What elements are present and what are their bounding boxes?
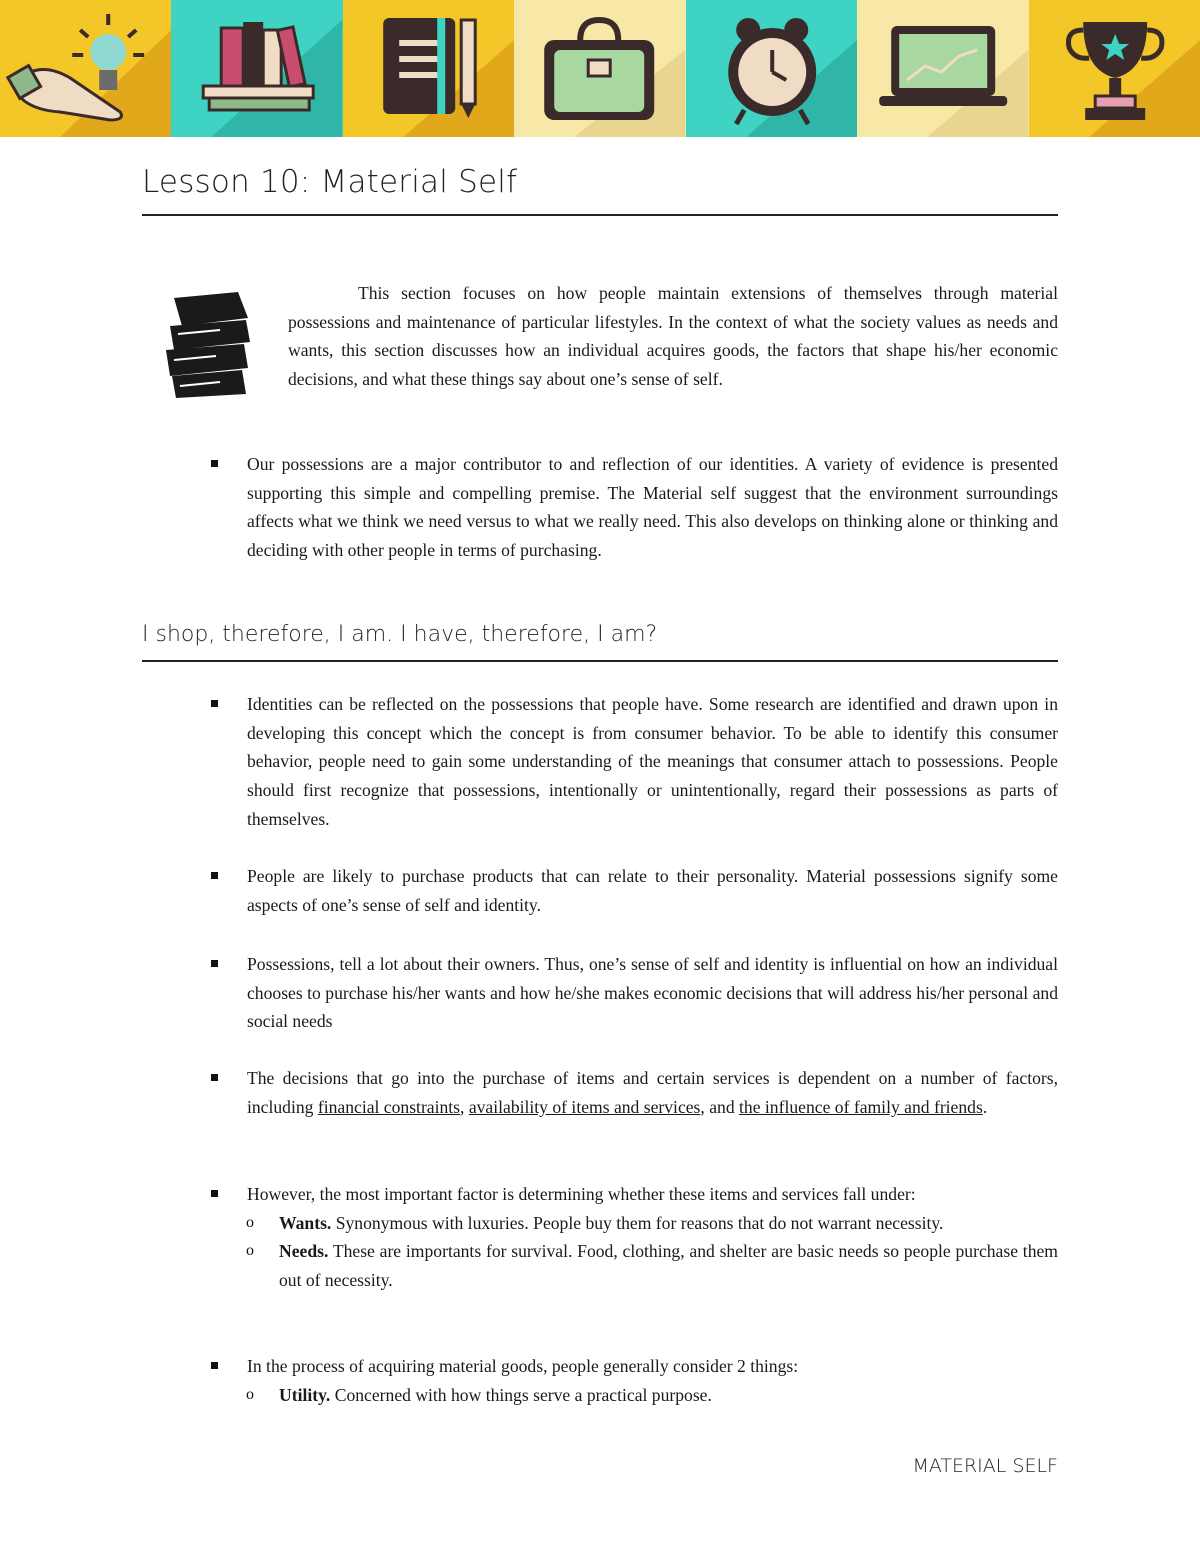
bullet-marker — [211, 1190, 218, 1197]
bullet-text: In the process of acquiring material goods, people generally consider 2 things: — [247, 1356, 799, 1376]
section-heading: I shop, therefore, I am. I have, therefore, I am? — [142, 622, 658, 647]
banner-tile-idea — [0, 0, 171, 137]
banner-tile-laptop — [857, 0, 1028, 137]
sub-list-item-wants — [208, 1209, 1058, 1238]
sub-bullet-text — [279, 1381, 1058, 1410]
bullet-text: Our possessions are a major contributor to and reflection of our identities. A variety of evidence is presented supporting this simple and compelling premise. The Material self suggest that the environment surroundings affects what we think we need versus to what we really need. This also develops on thinking alone or thinking and deciding with other people in terms of purchasing. — [247, 454, 1058, 561]
factor-financial-constraints: financial constraints — [317, 1096, 461, 1117]
page-footer: MATERIAL SELF — [912, 1455, 1058, 1477]
definition-wants: Synonymous with luxuries. People buy them for reasons that do not warrant necessity. — [331, 1212, 944, 1233]
factors-lead: The decisions that go into the purchase of items and certain services is dependent on a number of factors, including — [247, 1068, 1058, 1117]
sub-bullet-text — [279, 1209, 1058, 1238]
bullet-marker — [211, 960, 218, 967]
header-banner — [0, 0, 1200, 137]
lightbulb-hand-icon — [0, 0, 171, 137]
trophy-icon — [1029, 0, 1200, 137]
list-item — [208, 1180, 1058, 1295]
briefcase-icon — [514, 0, 685, 137]
notebook-pen-icon — [343, 0, 514, 137]
bullet-text: However, the most important factor is determining whether these items and services fall under: — [247, 1184, 916, 1204]
section-divider — [142, 660, 1058, 662]
alarm-clock-icon — [686, 0, 857, 137]
banner-tile-notebook — [343, 0, 514, 137]
banner-tile-books — [171, 0, 342, 137]
factor-availability: availability of items and services — [468, 1096, 701, 1117]
list-item — [208, 1352, 1058, 1409]
intro-paragraph: This section focuses on how people maintain extensions of themselves through material possessions and maintenance of particular lifestyles. In the context of what the society values as needs and wants, this section discusses how an individual acquires goods, the factors that shape his/her economic decisions, and what these things say about one’s sense of self. — [288, 283, 1058, 390]
list-item — [208, 1064, 1058, 1121]
term-wants: Wants. — [279, 1212, 332, 1233]
bullet-text: Identities can be reflected on the possessions that people have. Some research are identified and drawn upon in developing this concept which the concept is from consumer behavior. To be able to identify this consumer behavior, people need to gain some understanding of the meanings that consumer attach to possessions. People should first recognize that possessions, intentionally or unintentionally, regard their possessions as parts of themselves. — [247, 694, 1058, 829]
terminator: . — [982, 1096, 988, 1117]
factor-family-influence: the influence of family and friends — [739, 1096, 983, 1117]
banner-tile-clock — [686, 0, 857, 137]
list-item — [208, 690, 1058, 834]
bullet-marker — [211, 1074, 218, 1081]
banner-tile-trophy — [1029, 0, 1200, 137]
sub-list-item-needs — [208, 1237, 1058, 1294]
sub-list-item-utility — [208, 1381, 1058, 1410]
stacked-books-icon — [160, 290, 252, 398]
page-title: Lesson 10: Material Self — [142, 164, 518, 200]
bullet-marker — [211, 872, 218, 879]
banner-tile-briefcase — [514, 0, 685, 137]
title-divider — [142, 214, 1058, 216]
list-item — [208, 450, 1058, 565]
books-icon — [171, 0, 342, 137]
term-needs: Needs. — [279, 1241, 329, 1262]
term-utility: Utility. — [279, 1384, 331, 1405]
separator: , — [460, 1096, 469, 1117]
bullet-text: Possessions, tell a lot about their owners. Thus, one’s sense of self and identity is influential on how an individual chooses to purchase his/her wants and how he/she makes economic decisions that will address his/her personal and social needs — [247, 954, 1058, 1032]
bullet-marker — [211, 700, 218, 707]
bullet-marker — [211, 460, 218, 467]
laptop-chart-icon — [857, 0, 1028, 137]
sub-bullet-marker: o — [246, 1242, 254, 1260]
sub-bullet-text — [279, 1237, 1058, 1294]
bullet-text: People are likely to purchase products that can relate to their personality. Material possessions signify some aspects of one’s sense of self and identity. — [247, 866, 1058, 915]
definition-utility: Concerned with how things serve a practical purpose. — [330, 1384, 712, 1405]
list-item — [208, 862, 1058, 919]
definition-needs: These are importants for survival. Food, clothing, and shelter are basic needs so people purchase them out of necessity. — [279, 1241, 1058, 1291]
sub-bullet-marker: o — [246, 1385, 254, 1403]
list-item — [208, 950, 1058, 1036]
bullet-marker — [211, 1362, 218, 1369]
sub-bullet-marker: o — [246, 1213, 254, 1231]
bullet-text — [247, 1064, 1058, 1121]
separator: , and — [700, 1096, 740, 1117]
